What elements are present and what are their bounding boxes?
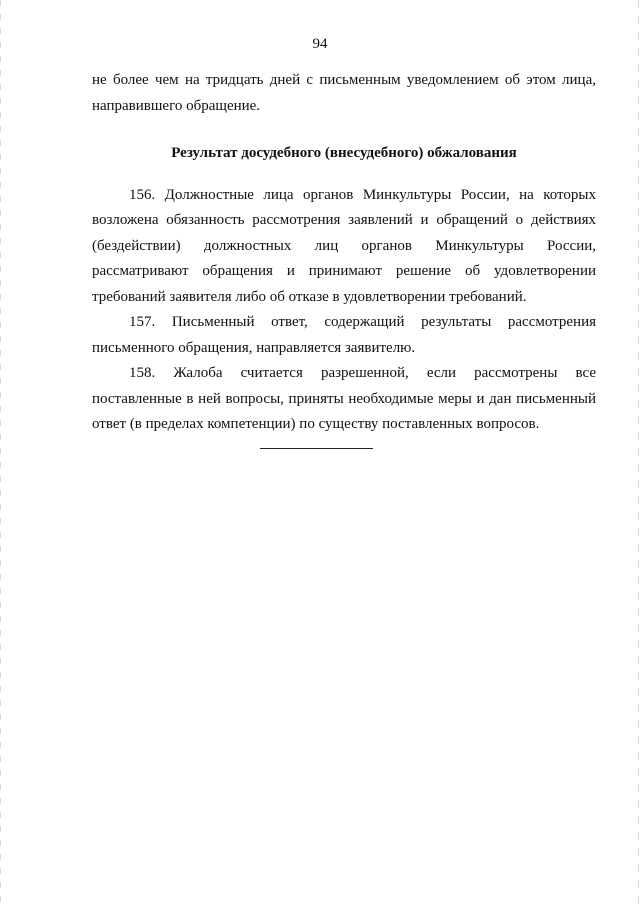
text-line: поставленные в ней вопросы, приняты необходимые меры и дан письменный <box>92 390 596 407</box>
paragraph-156 <box>92 183 596 311</box>
paragraph-158 <box>92 361 596 438</box>
end-divider-line <box>260 448 373 449</box>
text-line: рассматривают обращения и принимают решение об удовлетворении <box>92 263 596 279</box>
text-line: письменного обращения, направляется заявителю. <box>92 339 416 356</box>
text-line: (бездействии) должностных лиц органов Минкультуры России, <box>92 237 596 254</box>
section-title: Результат досудебного (внесудебного) обжалования <box>171 145 517 161</box>
paragraph-157 <box>92 310 596 361</box>
text-line: 157. Письменный ответ, содержащий результаты рассмотрения <box>129 314 596 330</box>
text-line: не более чем на тридцать дней с письменным уведомлением об этом лица, <box>92 72 596 88</box>
text-line: 156. Должностные лица органов Минкультуры России, на которых <box>129 186 596 203</box>
text-line: 158. Жалоба считается разрешенной, если рассмотрены все <box>129 365 596 381</box>
page-number: 94 <box>312 36 328 52</box>
text-line: направившего обращение. <box>92 97 261 114</box>
continuation-paragraph <box>92 68 596 119</box>
text-line: ответ (в пределах компетенции) по существу поставленных вопросов. <box>92 416 540 432</box>
document-body <box>92 68 596 438</box>
scan-edge-right <box>638 0 639 905</box>
text-line: возложена обязанность рассмотрения заявлений и обращений о действиях <box>92 212 596 228</box>
scan-edge-left <box>0 0 1 905</box>
text-line: требований заявителя либо об отказе в удовлетворении требований. <box>92 288 527 305</box>
